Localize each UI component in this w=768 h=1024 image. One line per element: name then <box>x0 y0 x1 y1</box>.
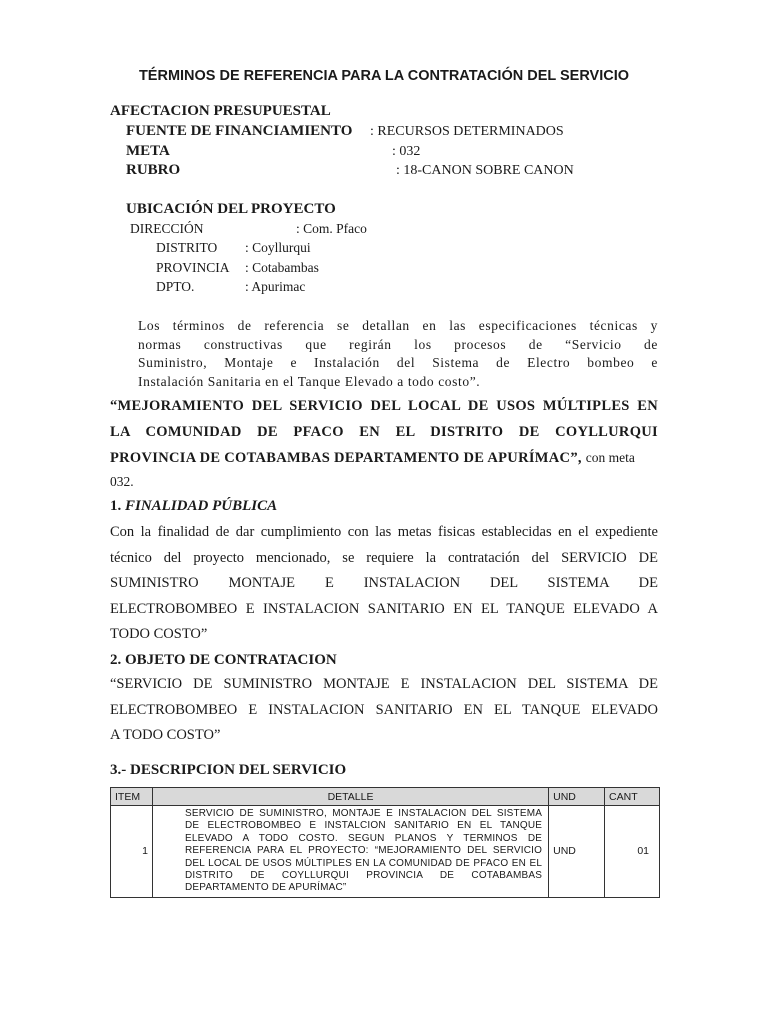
budget-heading: AFECTACION PRESUPUESTAL <box>110 103 331 119</box>
header-cant: CANT <box>605 788 660 806</box>
header-item: ITEM <box>111 788 153 806</box>
direccion-label: DIRECCIÓN <box>130 221 204 236</box>
service-description-table <box>110 787 660 898</box>
section-1-title: FINALIDAD PÚBLICA <box>125 498 278 514</box>
detalle-line: ELEVADO A TODO COSTO. SEGUN PLANOS Y TERMINOS DE <box>184 832 543 844</box>
funding-source-label: FUENTE DE FINANCIAMIENTO <box>126 123 353 139</box>
project-name-block <box>110 394 658 471</box>
section-2-paragraph <box>110 672 658 749</box>
item-cell: 1 <box>111 806 153 898</box>
paragraph-line: técnico del proyecto mencionado, se requiere la contratación del SERVICIO DE <box>110 549 658 566</box>
paragraph-line: Con la finalidad de dar cumplimiento con las metas fisicas establecidas en el expediente <box>110 524 658 540</box>
paragraph-line: SUMINISTRO MONTAJE E INSTALACION DEL SISTEMA DE <box>110 575 658 591</box>
intro-paragraph <box>138 317 658 391</box>
intro-line: Los términos de referencia se detallan en las especificaciones técnicas y <box>138 318 658 333</box>
paragraph-line: ELECTROBOMBEO E INSTALACION SANITARIO EN EL TANQUE ELEVADO <box>110 701 658 718</box>
provincia-value: : Cotabambas <box>245 260 319 275</box>
dpto-label: DPTO. <box>156 279 195 294</box>
section-1-heading <box>110 498 277 515</box>
intro-line: Instalación Sanitaria en el Tanque Elevado a todo costo”. <box>138 373 481 389</box>
detalle-line: DEPARTAMENTO DE APURÍMAC” <box>184 882 347 894</box>
detalle-cell <box>152 806 548 898</box>
intro-line: Suministro, Montaje e Instalación del Sistema de Electro bombeo e <box>138 355 658 370</box>
paragraph-line: “SERVICIO DE SUMINISTRO MONTAJE E INSTALACION DEL SISTEMA DE <box>110 676 658 692</box>
header-und: UND <box>549 788 605 806</box>
section-1-paragraph <box>110 520 658 648</box>
detalle-line: DE ELECTROBOMBEO E INSTALCION SANITARIO EN EL TANQUE <box>184 820 543 832</box>
document-title: TÉRMINOS DE REFERENCIA PARA LA CONTRATACIÓN DEL SERVICIO <box>138 68 630 84</box>
und-cell: UND <box>549 806 605 898</box>
cant-cell: 01 <box>605 806 660 898</box>
project-name-line: LA COMUNIDAD DE PFACO EN EL DISTRITO DE COYLLURQUI <box>110 423 658 440</box>
rubro-value: : 18-CANON SOBRE CANON <box>396 163 574 178</box>
table-header-row <box>111 788 660 806</box>
detalle-line: SERVICIO DE SUMINISTRO, MONTAJE E INSTALACION DEL SISTEMA <box>184 808 543 819</box>
provincia-label: PROVINCIA <box>156 260 230 275</box>
table-row <box>111 806 660 898</box>
paragraph-line: ELECTROBOMBEO E INSTALACION SANITARIO EN EL TANQUE ELEVADO A <box>110 600 658 617</box>
section-1-number: 1. <box>110 498 122 514</box>
project-name-line: “MEJORAMIENTO DEL SERVICIO DEL LOCAL DE USOS MÚLTIPLES EN <box>110 398 658 414</box>
meta-value: : 032 <box>392 144 421 159</box>
section-2-heading: 2. OBJETO DE CONTRATACION <box>110 652 337 668</box>
distrito-value: : Coyllurqui <box>245 240 311 255</box>
detalle-line: REFERENCIA PARA EL PROYECTO: “MEJORAMIENTO DEL SERVICIO <box>184 845 543 857</box>
paragraph-line: TODO COSTO” <box>110 626 208 642</box>
rubro-label: RUBRO <box>126 162 181 178</box>
detalle-line: DEL LOCAL DE USOS MÚLTIPLES EN LA COMUNIDAD DE PFACO EN EL <box>184 857 543 869</box>
dpto-value: : Apurimac <box>245 279 306 294</box>
meta-number: 032. <box>110 474 134 489</box>
distrito-label: DISTRITO <box>156 240 218 255</box>
detalle-line: DISTRITO DE COYLLURQUI PROVINCIA DE COTABAMBAS <box>184 870 543 882</box>
meta-label: META <box>126 143 170 159</box>
location-heading: UBICACIÓN DEL PROYECTO <box>126 201 336 217</box>
intro-line: normas constructivas que regirán los procesos de “Servicio de <box>138 336 658 352</box>
direccion-value: : Com. Pfaco <box>296 221 367 236</box>
meta-suffix: con meta <box>585 450 635 465</box>
header-detalle: DETALLE <box>152 788 548 806</box>
paragraph-line: A TODO COSTO” <box>110 727 221 743</box>
project-name-line: PROVINCIA DE COTABAMBAS DEPARTAMENTO DE APURÍMAC”, <box>110 450 582 466</box>
funding-source-value: : RECURSOS DETERMINADOS <box>370 124 564 139</box>
section-3-heading: 3.- DESCRIPCION DEL SERVICIO <box>110 762 347 778</box>
